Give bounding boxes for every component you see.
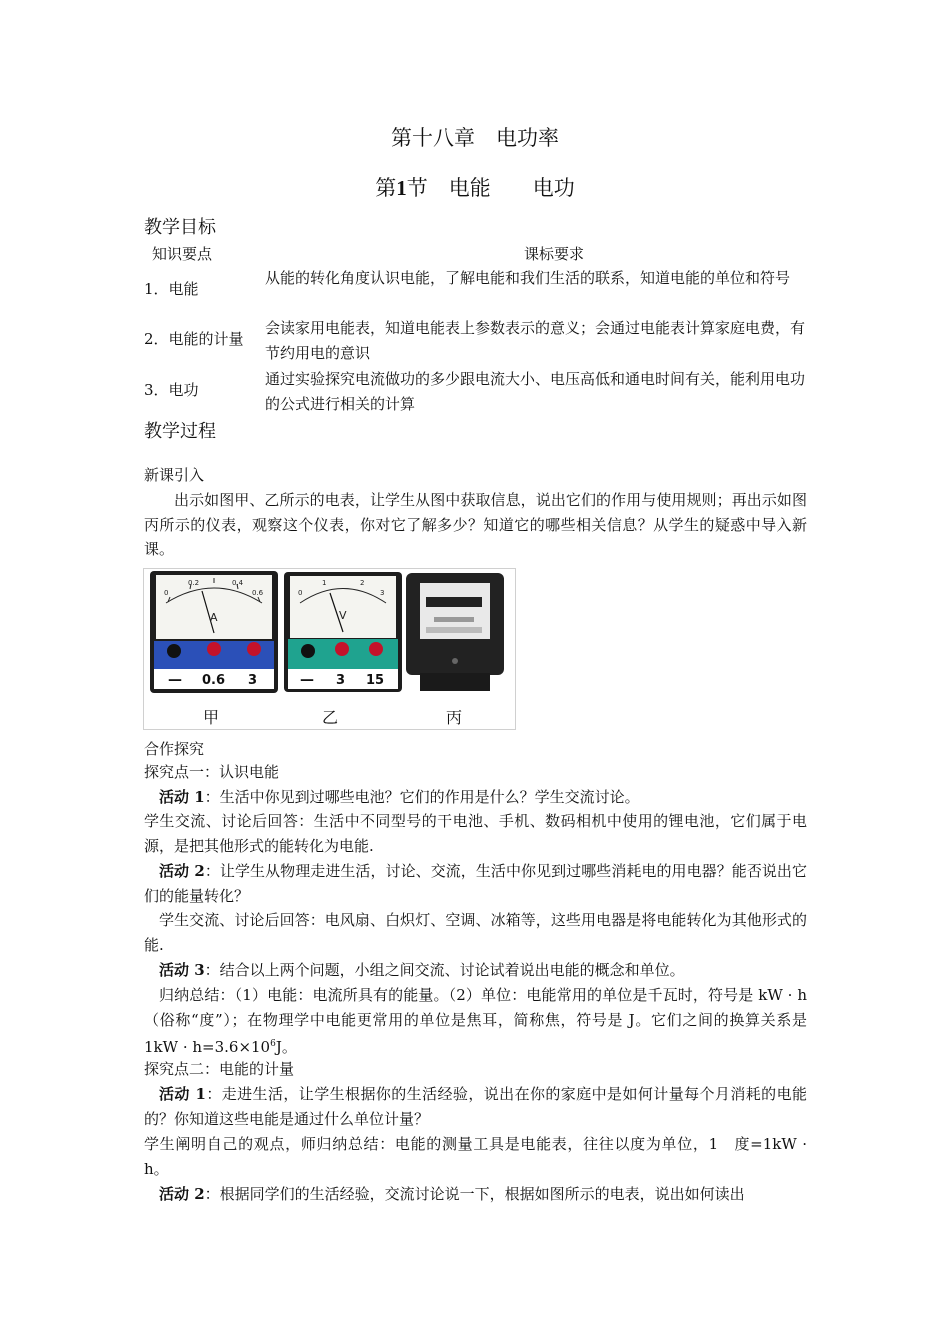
summary-exponent: 6 (270, 1039, 276, 1050)
caption-bing: 丙 (446, 708, 463, 727)
process-heading: 教学过程 (144, 421, 216, 442)
activity2-label: 活动 2 (159, 862, 205, 880)
activity-b1-text: ：走进生活，让学生根据你的生活经验，说出在你的家庭中是如何计量每个月消耗的电能的？你知道这些电能是通过什么单位计量？ (144, 1085, 807, 1128)
voltmeter-minus: — (300, 672, 314, 688)
ammeter-minus: — (168, 672, 182, 688)
table-cell-item: 3．电功 (144, 381, 199, 399)
activity1-text: ：生活中你见到过哪些电池？它们的作用是什么？学生交流讨论。 (204, 788, 640, 806)
activity-b2-text: ：根据同学们的生活经验，交流讨论说一下，根据如图所示的电表，说出如何读出 (204, 1185, 745, 1203)
ammeter-image (150, 571, 278, 693)
table-cell-item: 1．电能 (144, 280, 199, 298)
point2-heading: 探究点二：电能的计量 (144, 1060, 295, 1078)
chapter-title: 第十八章 电功率 (391, 126, 559, 150)
voltmeter-terminal-15: 15 (366, 673, 385, 688)
activity2-answer: 学生交流、讨论后回答：电风扇、白炽灯、空调、冰箱等，这些用电器是将电能转化为其他形式的能. (144, 911, 807, 954)
voltmeter-scale-3: 3 (380, 589, 385, 597)
activity2-text: ：让学生从物理走进生活，讨论、交流，生活中你见到过哪些消耗电的用电器？能否说出它们的能量转化？ (144, 862, 807, 905)
activity1-paragraph (144, 785, 807, 810)
ammeter-terminal-0.6: 0.6 (202, 673, 226, 688)
intro-paragraph: 出示如图甲、乙所示的电表，让学生从图中获取信息，说出它们的作用与使用规则；再出示如图丙所示的仪表，观察这个仪表，你对它了解多少？知道它的哪些相关信息？从学生的疑惑中导入新课。 (144, 491, 807, 559)
table-cell-requirement: 会读家用电能表，知道电能表上参数表示的意义；会通过电能表计算家庭电费，有节约用电的意识 (265, 319, 806, 362)
section-number: 1 (396, 176, 407, 200)
section-title (0, 172, 950, 202)
voltmeter-unit: V (339, 609, 347, 622)
table-cell-item: 2．电能的计量 (144, 330, 244, 348)
summary-paragraph (144, 983, 807, 1060)
ammeter-unit: A (210, 611, 218, 624)
table-cell-requirement: 从能的转化角度认识电能，了解电能和我们生活的联系，知道电能的单位和符号 (265, 269, 791, 287)
activity-b1-answer: 学生阐明自己的观点，师归纳总结：电能的测量工具是电能表，往往以度为单位，1 度=1kW · h。 (144, 1135, 807, 1178)
ammeter-terminal-3: 3 (248, 673, 258, 688)
table-header-left: 知识要点 (152, 245, 213, 263)
caption-jia: 甲 (203, 708, 220, 727)
ammeter-scale-0: 0 (164, 589, 169, 597)
voltmeter-image (284, 572, 402, 692)
meters-figure (143, 568, 516, 730)
point1-heading: 探究点一：认识电能 (144, 763, 280, 781)
ammeter-scale-2: 0.4 (232, 579, 244, 587)
intro-heading: 新课引入 (144, 466, 205, 484)
activity3-label: 活动 3 (159, 961, 205, 979)
section-prefix: 第 (375, 176, 397, 200)
caption-yi: 乙 (322, 708, 339, 727)
activity-b1-label: 活动 1 (159, 1085, 206, 1103)
energy-meter-image (406, 573, 504, 691)
coop-heading: 合作探究 (144, 740, 205, 758)
activity2-paragraph (144, 859, 807, 908)
ammeter-scale-1: 0.2 (188, 579, 200, 587)
activity-b2-label: 活动 2 (159, 1185, 205, 1203)
activity3-paragraph (144, 958, 807, 983)
voltmeter-scale-0: 0 (298, 589, 303, 597)
goals-heading: 教学目标 (144, 217, 216, 238)
activity-b1-paragraph (144, 1082, 807, 1131)
activity-b2-paragraph (144, 1182, 807, 1207)
voltmeter-terminal-3: 3 (336, 673, 346, 688)
summary-text: 归纳总结：（1）电能：电流所具有的能量。（2）单位：电能常用的单位是千瓦时，符号是 kW · h（俗称“度”）；在物理学中电能更常用的单位是焦耳，简称焦，符号是 J。它们之间的换算关系是 1kW · h=3.6×10 (144, 986, 807, 1057)
activity1-answer: 学生交流、讨论后回答：生活中不同型号的干电池、手机、数码相机中使用的锂电池，它们属于电源，是把其他形式的能转化为电能. (144, 812, 807, 855)
activity1-label: 活动 1 (159, 788, 205, 806)
section-suffix: 节 电能 电功 (406, 176, 575, 200)
voltmeter-scale-2: 2 (360, 579, 365, 587)
table-header-right: 课标要求 (524, 245, 585, 263)
ammeter-scale-3: 0.6 (252, 589, 264, 597)
activity3-text: ：结合以上两个问题，小组之间交流、讨论试着说出电能的概念和单位。 (204, 961, 685, 979)
voltmeter-scale-1: 1 (322, 579, 327, 587)
table-cell-requirement: 通过实验探究电流做功的多少跟电流大小、电压高低和通电时间有关，能利用电功的公式进行相关的计算 (265, 370, 806, 413)
summary-end: J。 (275, 1038, 297, 1057)
